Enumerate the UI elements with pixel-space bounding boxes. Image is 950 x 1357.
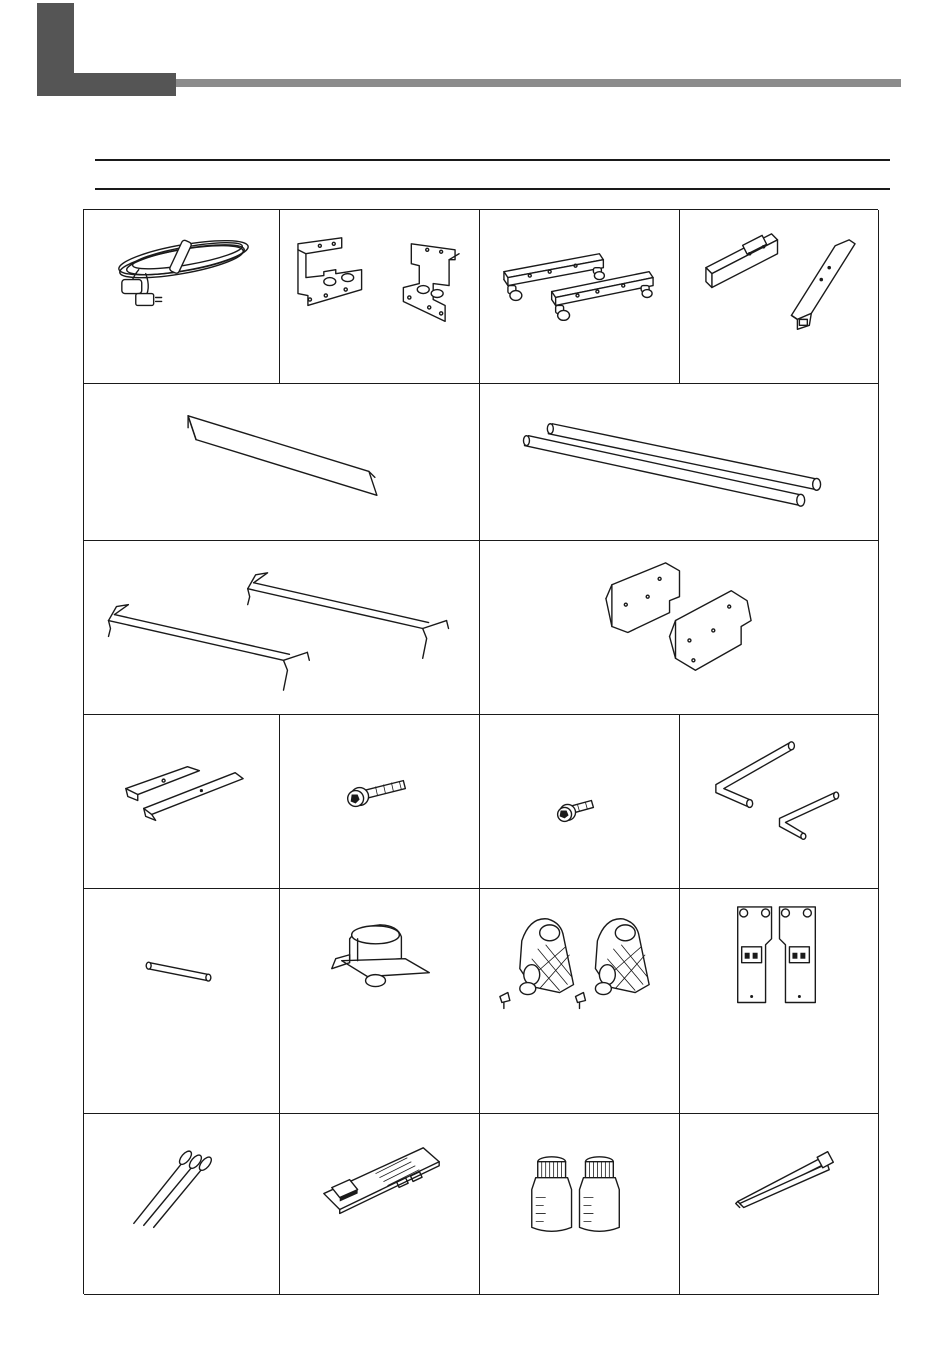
chapter-tab-foot [37, 73, 176, 96]
power-cord-icon [84, 210, 279, 383]
part-cell-cutter-blade-pack [280, 1114, 480, 1295]
media-shafts-icon [480, 384, 878, 540]
part-cell-long-bolt [280, 715, 480, 889]
media-flanges-icon [480, 889, 679, 1113]
media-holder-frames-icon [84, 541, 479, 714]
part-cell-pin [84, 889, 280, 1114]
section-rule-bottom [95, 188, 890, 190]
holder-plates-icon [680, 889, 878, 1113]
part-cell-hex-wrenches [680, 715, 879, 889]
side-plates-icon [480, 541, 878, 714]
section-rule-top [95, 159, 890, 161]
part-cell-short-bolt [480, 715, 680, 889]
part-cell-stand-brackets [280, 210, 480, 384]
part-cell-media-holder-frames [84, 541, 480, 715]
part-cell-media-flanges [480, 889, 680, 1114]
parts-table [83, 209, 878, 1294]
header-rule [176, 79, 901, 87]
part-cell-tweezers [680, 1114, 879, 1295]
part-cell-side-plates [480, 541, 879, 715]
part-cell-cleaning-sticks [84, 1114, 280, 1295]
stand-poles-icon [680, 210, 878, 383]
pin-icon [84, 889, 279, 1113]
part-cell-long-stay-bar [84, 384, 480, 541]
long-stay-bar-icon [84, 384, 479, 540]
part-cell-pipe-clamp [280, 889, 480, 1114]
hex-wrenches-icon [680, 715, 878, 888]
clamp-plates-icon [84, 715, 279, 888]
long-bolt-icon [280, 715, 479, 888]
part-cell-ink-bottles [480, 1114, 680, 1295]
chapter-tab-block [37, 3, 176, 96]
part-cell-clamp-plates [84, 715, 280, 889]
part-cell-power-cord [84, 210, 280, 384]
part-cell-stand-poles [680, 210, 879, 384]
short-bolt-icon [480, 715, 679, 888]
cleaning-sticks-icon [84, 1114, 279, 1294]
part-cell-holder-plates [680, 889, 879, 1114]
caster-legs-icon [480, 210, 679, 383]
part-cell-media-shafts [480, 384, 879, 541]
tweezers-icon [680, 1114, 878, 1294]
part-cell-caster-legs [480, 210, 680, 384]
stand-brackets-icon [280, 210, 479, 383]
cutter-blade-pack-icon [280, 1114, 479, 1294]
pipe-clamp-icon [280, 889, 479, 1113]
ink-bottles-icon [480, 1114, 679, 1294]
